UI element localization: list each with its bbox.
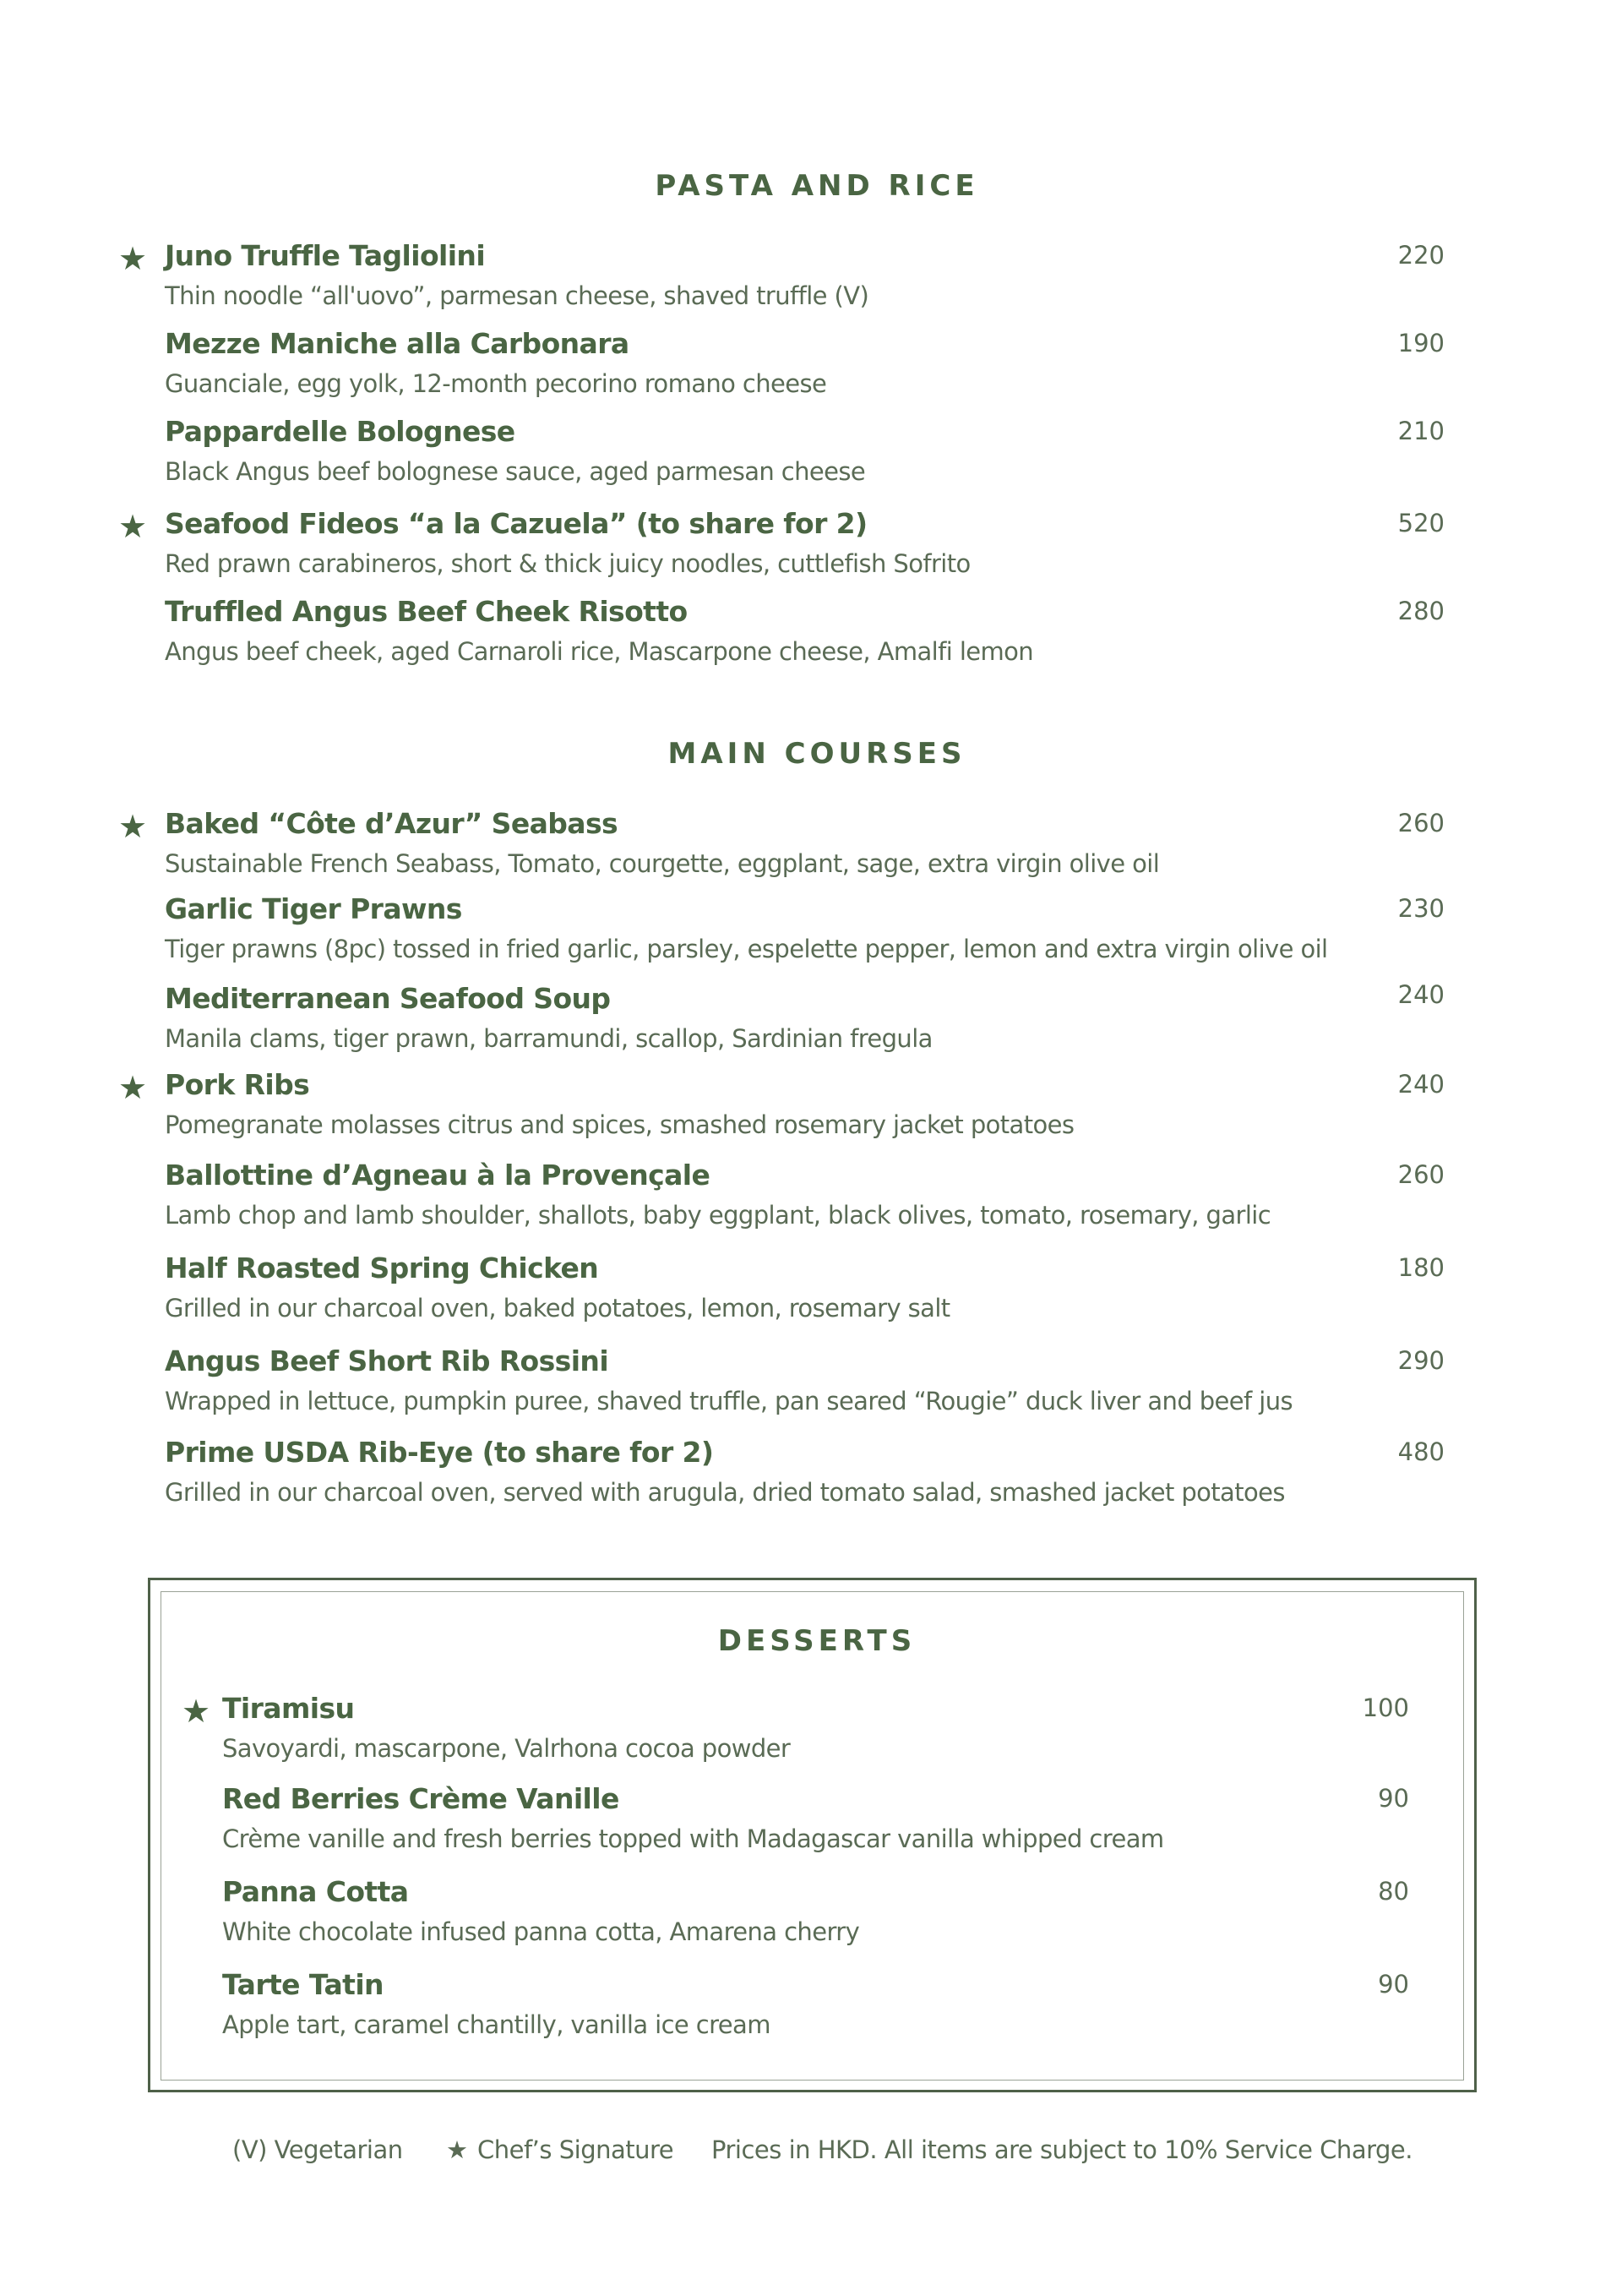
item-desc: Savoyardi, mascarpone, Valrhona cocoa powder	[222, 1734, 791, 1763]
item-price: 260	[1397, 809, 1445, 837]
item-desc: Angus beef cheek, aged Carnaroli rice, Mascarpone cheese, Amalfi lemon	[165, 637, 1034, 666]
item-price: 290	[1397, 1346, 1445, 1375]
service-charge-note: Prices in HKD. All items are subject to 10% Service Charge.	[711, 2135, 1412, 2164]
item-name: Tarte Tatin	[222, 1968, 384, 2001]
item-price: 190	[1397, 329, 1445, 357]
section-title-mains: MAIN COURSES	[667, 737, 966, 771]
item-desc: Lamb chop and lamb shoulder, shallots, baby eggplant, black olives, tomato, rosemary, garlic	[165, 1201, 1271, 1230]
item-desc: Grilled in our charcoal oven, baked potatoes, lemon, rosemary salt	[165, 1294, 950, 1323]
item-desc: Manila clams, tiger prawn, barramundi, scallop, Sardinian fregula	[165, 1024, 933, 1053]
section-title-desserts: DESSERTS	[717, 1624, 917, 1658]
item-price: 80	[1378, 1877, 1409, 1906]
item-price: 260	[1397, 1160, 1445, 1189]
item-price: 520	[1397, 509, 1445, 537]
item-desc: Black Angus beef bolognese sauce, aged parmesan cheese	[165, 457, 866, 486]
item-name: Pappardelle Bolognese	[165, 415, 515, 448]
item-desc: Pomegranate molasses citrus and spices, smashed rosemary jacket potatoes	[165, 1110, 1075, 1139]
legend-vegetarian: (V) Vegetarian	[232, 2135, 403, 2164]
legend-signature: Chef’s Signature	[477, 2135, 674, 2164]
star-icon: ★	[118, 240, 148, 277]
star-icon: ★	[118, 1069, 148, 1106]
item-name: Angus Beef Short Rib Rossini	[165, 1344, 609, 1377]
item-name: Mediterranean Seafood Soup	[165, 982, 611, 1015]
item-name: Red Berries Crème Vanille	[222, 1782, 619, 1815]
item-name: Garlic Tiger Prawns	[165, 892, 462, 925]
item-desc: Guanciale, egg yolk, 12-month pecorino romano cheese	[165, 369, 827, 398]
item-name: Tiramisu	[222, 1692, 355, 1725]
item-desc: White chocolate infused panna cotta, Amarena cherry	[222, 1917, 860, 1946]
section-title-pasta: PASTA AND RICE	[655, 169, 979, 203]
item-desc: Apple tart, caramel chantilly, vanilla ice cream	[222, 2010, 770, 2039]
item-desc: Wrapped in lettuce, pumpkin puree, shaved truffle, pan seared “Rougie” duck liver and beef jus	[165, 1387, 1293, 1415]
item-desc: Tiger prawns (8pc) tossed in fried garlic, parsley, espelette pepper, lemon and extra virgin olive oil	[165, 935, 1328, 963]
star-icon: ★	[118, 808, 148, 845]
item-price: 100	[1362, 1693, 1409, 1722]
item-price: 90	[1378, 1970, 1409, 1999]
item-price: 480	[1397, 1437, 1445, 1466]
item-name: Baked “Côte d’Azur” Seabass	[165, 807, 618, 840]
item-name: Seafood Fideos “a la Cazuela” (to share for 2)	[165, 507, 868, 540]
item-name: Panna Cotta	[222, 1875, 409, 1908]
item-price: 280	[1397, 597, 1445, 625]
item-price: 240	[1397, 980, 1445, 1009]
item-name: Ballottine d’Agneau à la Provençale	[165, 1159, 710, 1192]
item-desc: Grilled in our charcoal oven, served with arugula, dried tomato salad, smashed jacket potatoes	[165, 1478, 1285, 1507]
star-icon: ★	[446, 2135, 468, 2164]
item-desc: Crème vanille and fresh berries topped with Madagascar vanilla whipped cream	[222, 1824, 1164, 1853]
item-price: 180	[1397, 1253, 1445, 1282]
item-name: Juno Truffle Tagliolini	[165, 239, 486, 272]
star-icon: ★	[118, 508, 148, 545]
item-price: 210	[1397, 417, 1445, 445]
item-price: 220	[1397, 241, 1445, 270]
item-name: Truffled Angus Beef Cheek Risotto	[165, 595, 688, 628]
item-price: 240	[1397, 1070, 1445, 1099]
item-name: Prime USDA Rib-Eye (to share for 2)	[165, 1436, 714, 1469]
item-name: Pork Ribs	[165, 1068, 310, 1101]
item-name: Mezze Maniche alla Carbonara	[165, 327, 629, 360]
item-price: 90	[1378, 1784, 1409, 1813]
item-desc: Red prawn carabineros, short & thick juicy noodles, cuttlefish Sofrito	[165, 549, 971, 578]
item-name: Half Roasted Spring Chicken	[165, 1252, 599, 1284]
item-price: 230	[1397, 894, 1445, 923]
star-icon: ★	[182, 1693, 211, 1730]
item-desc: Sustainable French Seabass, Tomato, courgette, eggplant, sage, extra virgin olive oil	[165, 849, 1160, 878]
item-desc: Thin noodle “all'uovo”, parmesan cheese, shaved truffle (V)	[165, 281, 869, 310]
